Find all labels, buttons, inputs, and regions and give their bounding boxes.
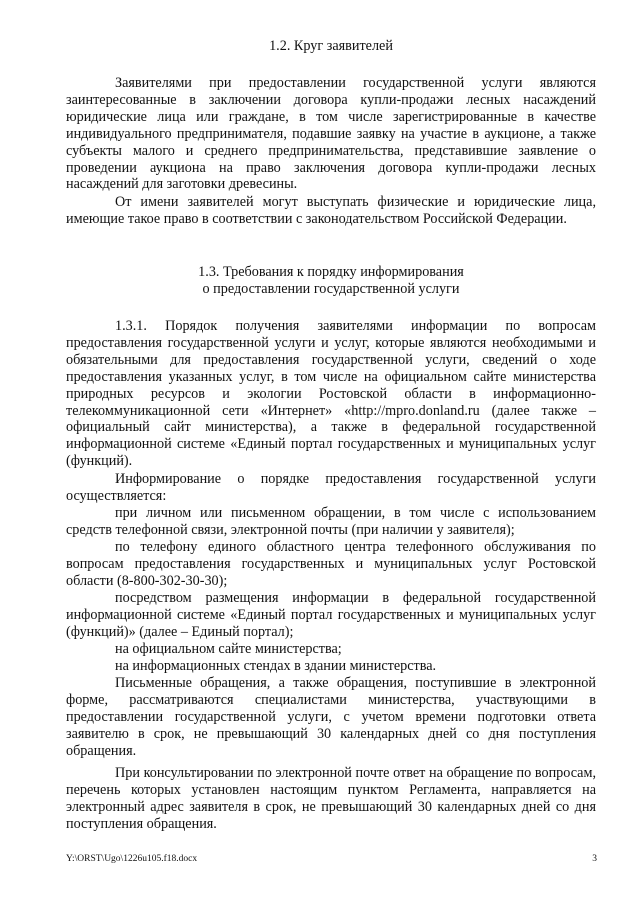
section-1-3-1-paragraph: 1.3.1. Порядок получения заявителями информации по вопросам предоставления государственной услуги и услуг, которые являются необходимыми и обязательными для предоставления государственной услуги, сведений о ходе предоставления указанных услуг, в том числе на официальном сайте министерства природных ресурсов и экологии Ростовской области в информационно-телекоммуникационной сети «Интернет» «http://mpro.donland.ru (далее также – официальный сайт министерства), а также в федеральной государственной информационной системе «Единый портал государственных и муниципальных услуг (функций). xyxy=(66,318,596,470)
section-1-2-heading: 1.2. Круг заявителей xyxy=(269,38,393,54)
section-1-2-paragraph-2: От имени заявителей могут выступать физические и юридические лица, имеющие такое право в соответствии с законодательством Российской Федерации. xyxy=(66,194,596,227)
section-1-2-paragraph-1: Заявителями при предоставлении государственной услуги являются заинтересованные в заключении договора купли-продажи лесных насаждений юридические лица или граждане, в том числе зарегистрированные в качестве индивидуального предпринимателя, подавшие заявку на участие в аукционе, а также субъекты малого и среднего предпринимательства, представившие заявление о проведении аукциона на право заключения договора купли-продажи лесных насаждений для заготовки древесины. xyxy=(66,75,596,193)
footer-page-number: 3 xyxy=(592,854,597,864)
section-1-3-heading-line-2: о предоставлении государственной услуги xyxy=(202,281,460,297)
informing-item-personal: при личном или письменном обращении, в том числе с использованием средств телефонной связи, электронной почты (при наличии у заявителя); xyxy=(66,505,596,538)
informing-item-portal: посредством размещения информации в федеральной государственной информационной системе «Единый портал государственных и муниципальных услуг (функций)» (далее – Единый портал); xyxy=(66,590,596,640)
footer-file-path: Y:\ORST\Ugo\1226u105.f18.docx xyxy=(66,854,198,864)
written-requests-paragraph: Письменные обращения, а также обращения, поступившие в электронной форме, рассматриваются специалистами министерства, участвующими в предоставлении государственной услуги, с учетом времени подготовки ответа заявителю в срок, не превышающий 30 календарных дней со дня поступления обращения. xyxy=(66,675,596,759)
email-consulting-paragraph: При консультировании по электронной почте ответ на обращение по вопросам, перечень которых установлен настоящим пунктом Регламента, направляется на электронный адрес заявителя в срок, не превышающий 30 календарных дней со дня поступления обращения. xyxy=(66,765,596,832)
informing-item-website: на официальном сайте министерства; xyxy=(115,641,342,657)
informing-item-phone: по телефону единого областного центра телефонного обслуживания по вопросам предоставления государственных и муниципальных услуг Ростовской области (8-800-302-30-30); xyxy=(66,539,596,589)
section-1-3-heading-line-1: 1.3. Требования к порядку информирования xyxy=(198,264,464,280)
informing-intro-paragraph: Информирование о порядке предоставления государственной услуги осуществляется: xyxy=(66,471,596,504)
informing-item-stands: на информационных стендах в здании министерства. xyxy=(115,658,437,674)
